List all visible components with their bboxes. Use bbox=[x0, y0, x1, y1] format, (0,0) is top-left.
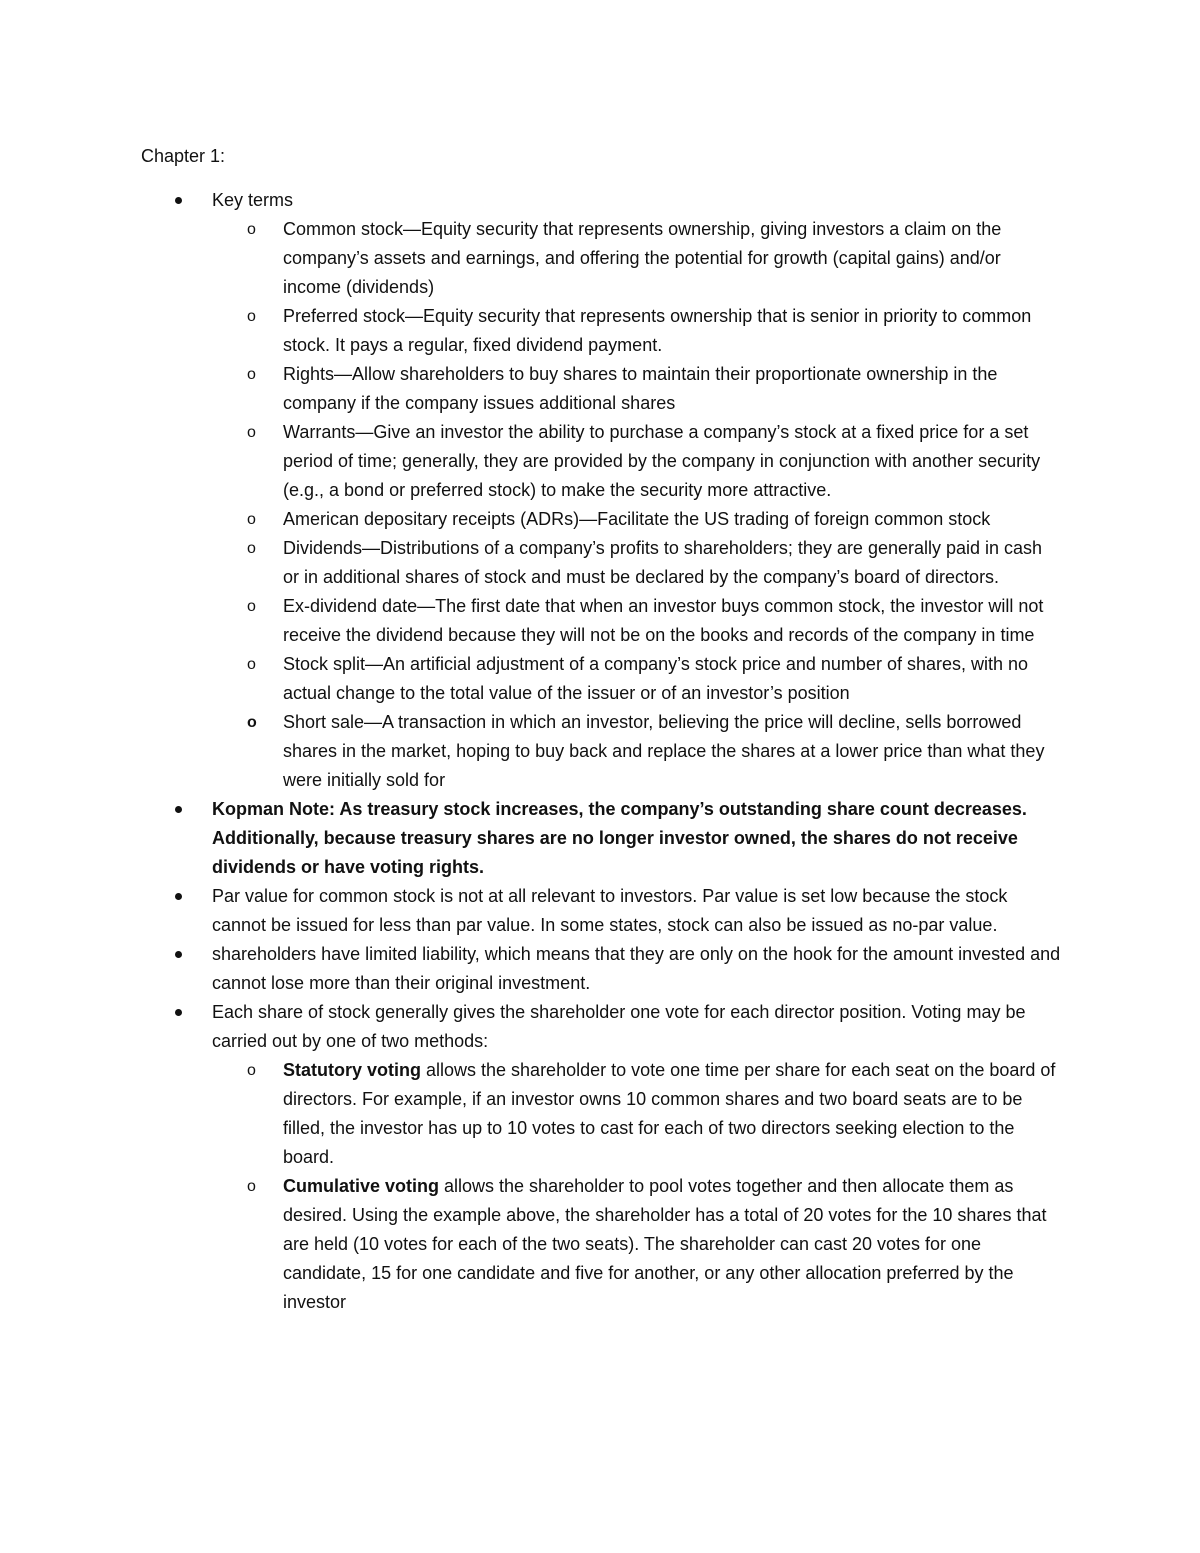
sub-bullet-icon: o bbox=[247, 598, 256, 615]
key-term-dividends bbox=[247, 534, 1059, 592]
key-term-text: Short sale—A transaction in which an investor, believing the price will decline, sells borrowed shares in the market, hoping to buy back and replace the shares at a lower price than what they were initially sold for bbox=[283, 712, 1045, 790]
key-term-text: Dividends—Distributions of a company’s profits to shareholders; they are generally paid in cash or in additional shares of stock and must be declared by the company’s board of directors. bbox=[283, 538, 1043, 587]
bullet-icon bbox=[175, 951, 182, 958]
voting-method-statutory bbox=[247, 1056, 1059, 1172]
sub-bullet-icon: o bbox=[247, 366, 256, 383]
sub-bullet-icon: o bbox=[247, 714, 257, 731]
list-item-par-value bbox=[0, 882, 1062, 940]
sub-bullet-icon: o bbox=[247, 511, 256, 528]
key-term-text: American depositary receipts (ADRs)—Facilitate the US trading of foreign common stock bbox=[283, 509, 991, 529]
key-term-adrs bbox=[247, 505, 1059, 534]
sub-bullet-icon: o bbox=[247, 540, 256, 557]
cumulative-voting-text: allows the shareholder to pool votes together and then allocate them as desired. Using the example above, the shareholder has a total of 20 votes for the 10 shares that are held (10 votes for each of the two seats). The shareholder can cast 20 votes for one candidate, 15 for one candidate and five for another, or any other allocation preferred by the investor bbox=[283, 1176, 1047, 1312]
bullet-icon bbox=[175, 893, 182, 900]
list-item-limited-liability bbox=[0, 940, 1062, 998]
key-terms-list bbox=[212, 215, 1062, 795]
list-item-kopman-note bbox=[0, 795, 1062, 882]
key-term-text: Common stock—Equity security that represents ownership, giving investors a claim on the company’s assets and earnings, and offering the potential for growth (capital gains) and/or income (dividends) bbox=[283, 219, 1002, 297]
bullet-icon bbox=[175, 197, 182, 204]
statutory-voting-text: allows the shareholder to vote one time per share for each seat on the board of directors. For example, if an investor owns 10 common shares and two board seats are to be filled, the investor has up to 10 votes to cast for each of two directors seeking election to the board. bbox=[283, 1060, 1056, 1167]
key-term-preferred-stock bbox=[247, 302, 1059, 360]
sub-bullet-icon: o bbox=[247, 1178, 256, 1195]
key-term-text: Preferred stock—Equity security that represents ownership that is senior in priority to common stock. It pays a regular, fixed dividend payment. bbox=[283, 306, 1032, 355]
limited-liability-text: shareholders have limited liability, which means that they are only on the hook for the amount invested and cannot lose more than their original investment. bbox=[212, 944, 1061, 993]
sub-bullet-icon: o bbox=[247, 221, 256, 238]
voting-methods-list bbox=[212, 1056, 1062, 1317]
voting-method-cumulative bbox=[247, 1172, 1059, 1317]
sub-bullet-icon: o bbox=[247, 308, 256, 325]
key-terms-heading: Key terms bbox=[212, 190, 294, 210]
key-term-text: Warrants—Give an investor the ability to purchase a company’s stock at a fixed price for a set period of time; generally, they are provided by the company in conjunction with another security (e.g., a bond or preferred stock) to make the security more attractive. bbox=[283, 422, 1041, 500]
bullet-icon bbox=[175, 1009, 182, 1016]
key-term-short-sale bbox=[247, 708, 1059, 795]
key-term-warrants bbox=[247, 418, 1059, 505]
list-item-key-terms bbox=[0, 186, 1062, 795]
chapter-heading: Chapter 1: bbox=[141, 146, 226, 166]
key-term-text: Ex-dividend date—The first date that when an investor buys common stock, the investor will not receive the dividend because they will not be on the books and records of the company in time bbox=[283, 596, 1044, 645]
sub-bullet-icon: o bbox=[247, 424, 256, 441]
statutory-voting-term: Statutory voting bbox=[283, 1060, 421, 1080]
par-value-text: Par value for common stock is not at all relevant to investors. Par value is set low because the stock cannot be issued for less than par value. In some states, stock can also be issued as no-par value. bbox=[212, 886, 1008, 935]
key-term-text: Stock split—An artificial adjustment of a company’s stock price and number of shares, with no actual change to the total value of the issuer or of an investor’s position bbox=[283, 654, 1029, 703]
kopman-note-text: Kopman Note: As treasury stock increases, the company’s outstanding share count decreases. Additionally, because treasury shares are no longer investor owned, the shares do not receive dividends or have voting rights. bbox=[212, 799, 1027, 877]
bullet-icon bbox=[175, 806, 182, 813]
list-item-voting bbox=[0, 998, 1062, 1317]
sub-bullet-icon: o bbox=[247, 1062, 256, 1079]
key-term-rights bbox=[247, 360, 1059, 418]
key-term-ex-dividend-date bbox=[247, 592, 1059, 650]
key-term-text: Rights—Allow shareholders to buy shares to maintain their proportionate ownership in the company if the company issues additional shares bbox=[283, 364, 998, 413]
key-term-common-stock bbox=[247, 215, 1059, 302]
voting-intro-text: Each share of stock generally gives the shareholder one vote for each director position. Voting may be carried out by one of two methods: bbox=[212, 1002, 1026, 1051]
key-term-stock-split bbox=[247, 650, 1059, 708]
main-bullet-list bbox=[0, 186, 1200, 1317]
sub-bullet-icon: o bbox=[247, 656, 256, 673]
cumulative-voting-term: Cumulative voting bbox=[283, 1176, 440, 1196]
